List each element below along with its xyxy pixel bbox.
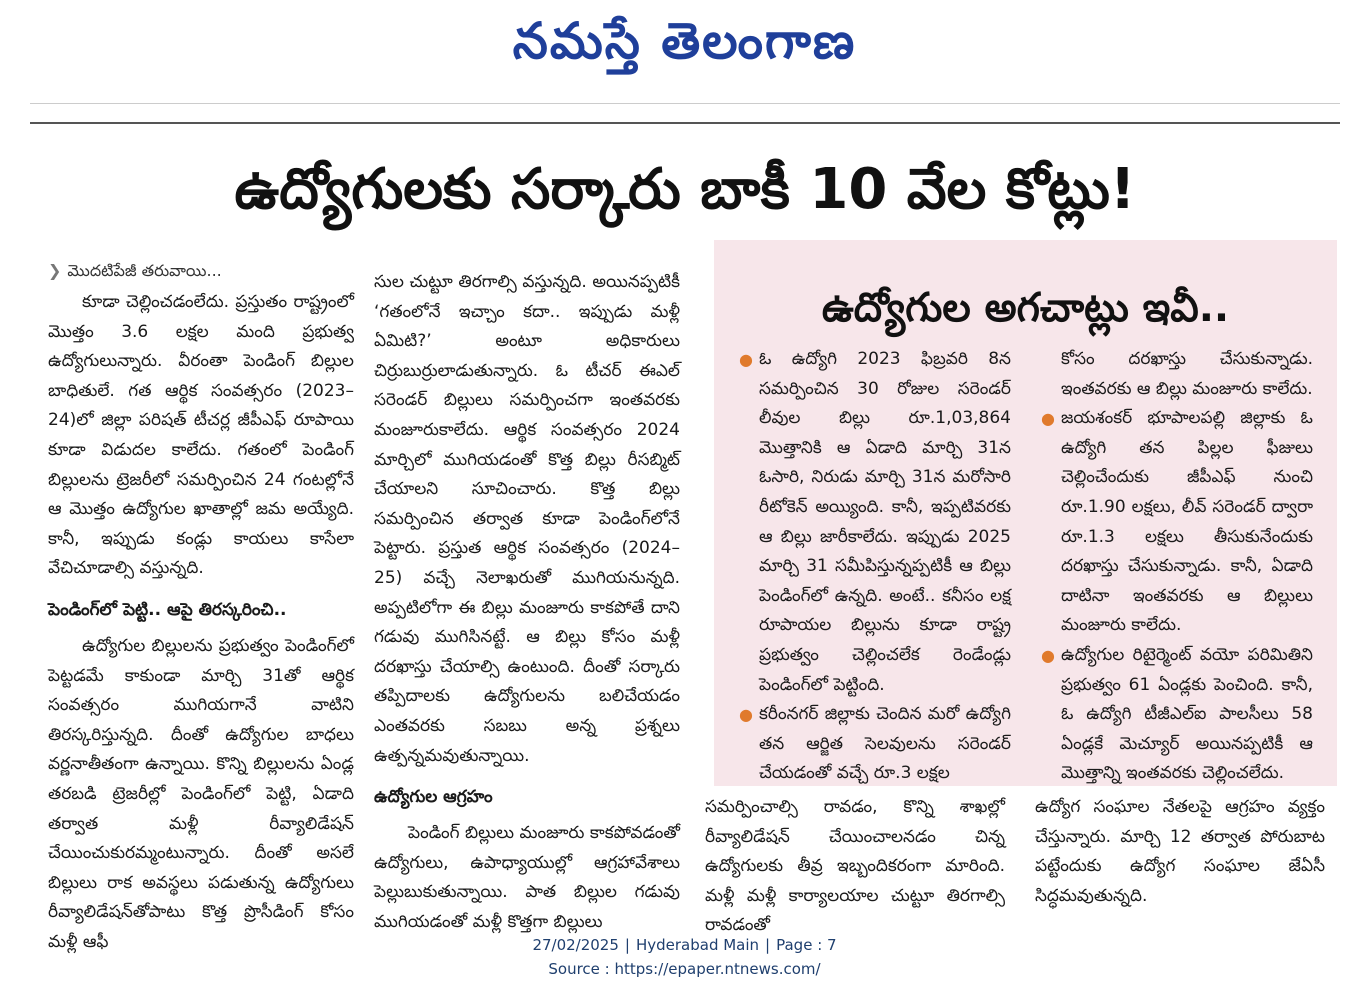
footer-info	[0, 933, 1369, 957]
page-footer	[0, 933, 1369, 981]
paragraph: ఉద్యోగుల బిల్లులను ప్రభుత్వం పెండింగ్‌లో పెట్టడమే కాకుండా మార్చి 31తో ఆర్థిక సంవత్సరం ముగియగానే వాటిని తిరస్కరిస్తున్నది. దీంతో ఉద్యోగుల బాధలు వర్ణనాతీతంగా ఉన్నాయి. కొన్ని బిల్లులను ఏండ్ల తరబడి ట్రెజరీల్లో పెండింగ్‌లో పెట్టి, ఏడాది తర్వాత మళ్లీ రీవ్యాలిడేషన్ చేయించుకురమ్మంటున్నారు. దీంతో అసలే బిల్లులు రాక అవస్థలు పడుతున్న ఉద్యోగులు రీవ్యాలిడేషన్‌తోపాటు కొత్త ప్రొసీడింగ్ కోసం మళ్లీ ఆఫీ	[48, 635, 354, 952]
footer-source[interactable]: Source : https://epaper.ntnews.com/	[548, 960, 821, 978]
list-item-text: కరీంనగర్ జిల్లాకు చెందిన మరో ఉద్యోగి తన ఆర్జిత సెలవులను సరెండర్ చేయడంతో వచ్చే రూ.3 లక్షల	[759, 704, 1011, 784]
footer-page: Page : 7	[776, 936, 837, 954]
list-item-text: జయశంకర్ భూపాలపల్లి జిల్లాకు ఓ ఉద్యోగి తన పిల్లల ఫీజులు చెల్లించేందుకు జీపీఎఫ్ నుంచి రూ.1.90 లక్షలు, లీవ్ సరెండర్ ద్వారా రూ.1.3 లక్షలు తీసుకునేందుకు దరఖాస్తు చేసుకున్నాడు. కానీ, ఏడాది దాటినా ఇంతవరకు ఆ బిల్లులు మంజూరు కాలేదు.	[1061, 408, 1313, 636]
paragraph: ఉద్యోగ సంఘాల నేతలపై ఆగ్రహం వ్యక్తం చేస్తున్నారు. మార్చి 12 తర్వాత పోరుబాట పట్టేందుకు ఉద్యోగ సంఘాల జేఏసీ సిద్ధమవుతున్నది.	[1035, 797, 1325, 906]
article-column-3	[705, 793, 1005, 941]
sidebar-column-2	[1037, 345, 1313, 789]
continued-label: మొదటిపేజీ తరువాయి...	[67, 261, 222, 280]
chevron-right-icon: ❯	[48, 261, 62, 280]
article-column-1	[48, 258, 354, 957]
paragraph: సమర్పించాల్సి రావడం, కొన్ని శాఖల్లో రీవ్యాలిడేషన్ చేయించాలనడం చిన్న ఉద్యోగులకు తీవ్ర ఇబ్బందికరంగా మారింది. మళ్లీ మళ్లీ కార్యాలయాల చుట్టూ తిరగాల్సి రావడంతో	[705, 797, 1005, 936]
subheading: పెండింగ్‌లో పెట్టి.. ఆపై తిరస్కరించి..	[48, 599, 287, 620]
sidebar-box-title: ఉద్యోగుల అగచాట్లు ఇవీ..	[821, 285, 1230, 331]
bullet-icon: ●	[1041, 409, 1055, 429]
article-column-4	[1035, 793, 1325, 911]
top-divider	[30, 103, 1340, 104]
list-item-text: ఓ ఉద్యోగి 2023 ఫిబ్రవరి 8న సమర్పించిన 30 రోజుల సరెండర్ లీవుల బిల్లు రూ.1,03,864 మొత్తానికి ఆ ఏడాది మార్చి 31న ఓసారి, నిరుడు మార్చి 31న మరోసారి రీటోకెన్ అయ్యింది. కానీ, ఇప్పటివరకు ఆ బిల్లు జారీకాలేదు. ఇప్పుడు 2025 మార్చి 31 సమీపిస్తున్నప్పటికీ ఆ బిల్లు పెండింగ్‌లో ఉన్నది. అంటే.. కనీసం లక్ష రూపాయల బిల్లును కూడా రాష్ట్ర ప్రభుత్వం చెల్లించలేక రెండేండ్లు పెండింగ్‌లో పెట్టింది.	[759, 349, 1011, 695]
list-item	[1037, 641, 1313, 789]
list-item	[735, 345, 1011, 700]
headline-rule	[30, 122, 1340, 124]
paragraph: పెండింగ్ బిల్లులు మంజూరు కాకపోవడంతో ఉద్యోగులు, ఉపాధ్యాయుల్లో ఆగ్రహావేశాలు పెల్లుబుకుతున్నాయి. పాత బిల్లుల గడువు ముగియడంతో మళ్లీ కొత్తగా బిల్లులు	[374, 823, 680, 932]
article-column-2	[374, 268, 680, 937]
footer-date: 27/02/2025	[532, 936, 619, 954]
footer-separator: |	[624, 936, 630, 954]
list-item-text: ఉద్యోగుల రిటైర్మెంట్ వయో పరిమితిని ప్రభుత్వం 61 ఏండ్లకు పెంచింది. కానీ, ఓ ఉద్యోగి టీజీఎల్‌ఐ పాలసీలు 58 ఏండ్లకే మెచ్యూర్ అయినప్పటికీ ఆ మొత్తాన్ని ఇంతవరకు చెల్లించలేదు.	[1061, 644, 1313, 784]
list-item-continued	[1037, 345, 1313, 404]
continued-from	[48, 258, 354, 284]
bullet-icon: ●	[739, 350, 753, 369]
headline: ఉద్యోగులకు సర్కారు బాకీ 10 వేల కోట్లు!	[234, 157, 1136, 222]
footer-separator: |	[765, 936, 771, 954]
list-item	[735, 700, 1011, 789]
footer-edition: Hyderabad Main	[635, 936, 760, 954]
bullet-icon: ●	[739, 705, 753, 725]
bullet-icon: ●	[1041, 645, 1055, 665]
masthead-logo: నమస్తే తెలంగాణ	[512, 11, 857, 70]
subheading: ఉద్యోగుల ఆగ్రహం	[374, 787, 493, 808]
sidebar-column-1	[735, 345, 1011, 789]
paragraph: సుల చుట్టూ తిరగాల్సి వస్తున్నది. అయినప్పటికీ ‘గతంలోనే ఇచ్చాం కదా.. ఇప్పుడు మళ్లీ ఏమిటి?’ అంటూ అధికారులు చిర్రుబుర్రులాడుతున్నారు. ఓ టీచర్ ఈఎల్ సరెండర్ బిల్లులు సమర్పించగా ఇంతవరకు మంజూరుకాలేదు. ఆర్థిక సంవత్సరం 2024 మార్చిలో ముగియడంతో కొత్త బిల్లు రీసబ్మిట్ చేయాలని సూచించారు. కొత్త బిల్లు సమర్పించిన తర్వాత కూడా పెండింగ్‌లోనే పెట్టారు. ప్రస్తుత ఆర్థిక సంవత్సరం (2024–25) వచ్చే నెలాఖరుతో ముగియనున్నది. అప్పటిలోగా ఈ బిల్లు మంజూరు కాకపోతే దాని గడువు ముగిసినట్టే. ఆ బిల్లు కోసం మళ్లీ దరఖాస్తు చేయాల్సి ఉంటుంది. దీంతో సర్కారు తప్పిదాలకు ఉద్యోగులను బలిచేయడం ఎంతవరకు సబబు అన్న ప్రశ్నలు ఉత్పన్నమవుతున్నాయి.	[374, 272, 680, 766]
list-item	[1037, 404, 1313, 641]
paragraph: కూడా చెల్లించడంలేదు. ప్రస్తుతం రాష్ట్రంలో మొత్తం 3.6 లక్షల మంది ప్రభుత్వ ఉద్యోగులున్నారు. వీరంతా పెండింగ్ బిల్లుల బాధితులే. గత ఆర్థిక సంవత్సరం (2023–24)లో జిల్లా పరిషత్ టీచర్ల జీపీఎఫ్ రూపాయి కూడా విడుదల కాలేదు. గతంలో పెండింగ్ బిల్లులను ట్రెజరీలో సమర్పించిన 24 గంటల్లోనే ఆ మొత్తం ఉద్యోగుల ఖాతాల్లో జమ అయ్యేది. కానీ, ఇప్పుడు కండ్లు కాయలు కాసేలా వేచిచూడాల్సి వస్తున్నది.	[48, 292, 354, 579]
list-item-text: కోసం దరఖాస్తు చేసుకున్నాడు. ఇంతవరకు ఆ బిల్లు మంజూరు కాలేదు.	[1061, 349, 1313, 399]
